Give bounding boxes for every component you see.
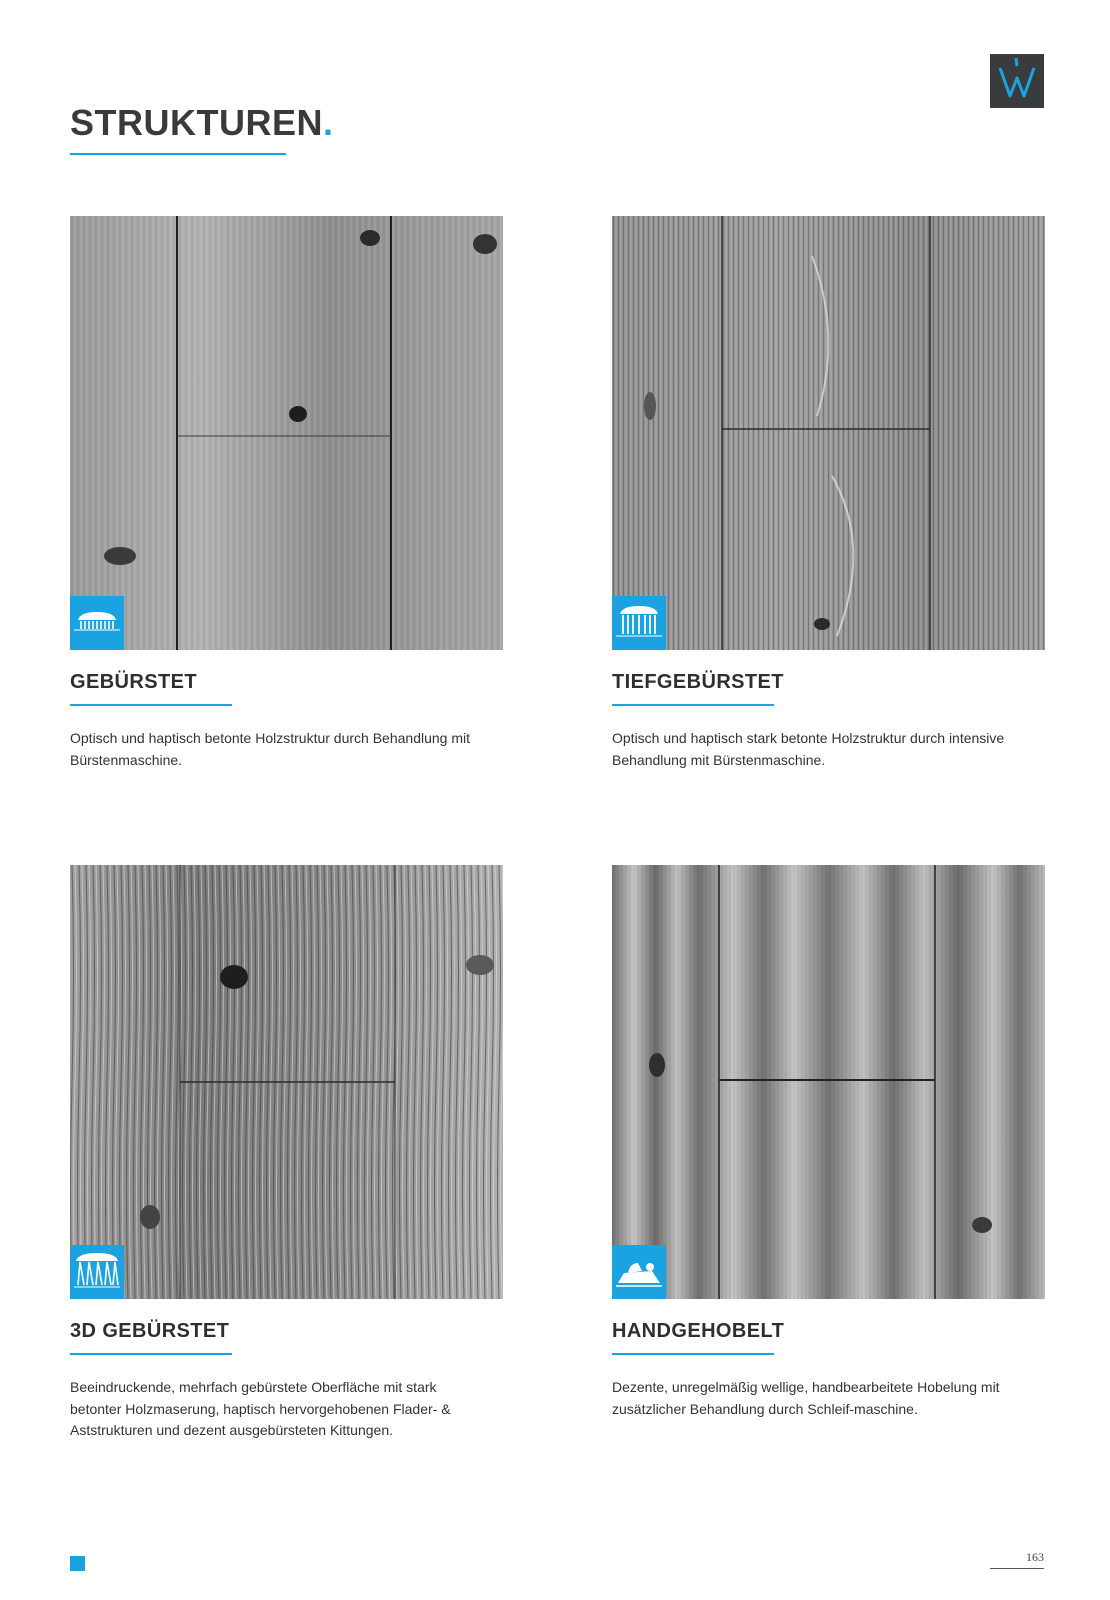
structure-card-tiefgebuerstet <box>612 216 1045 771</box>
card-title: HANDGEHOBELT <box>612 1320 785 1342</box>
hand-plane-icon <box>612 1245 666 1299</box>
card-description: Optisch und haptisch betonte Holzstruktur durch Behandlung mit Bürstenmaschine. <box>70 730 471 768</box>
3d-brush-icon <box>70 1245 124 1299</box>
card-description: Dezente, unregelmäßig wellige, handbearbeitete Hobelung mit zusätzlicher Behandlung durch Schleif-maschine. <box>612 1379 1000 1417</box>
page-number: 163 <box>1026 1550 1044 1564</box>
card-description: Optisch und haptisch stark betonte Holzstruktur durch intensive Behandlung mit Bürstenmaschine. <box>612 730 1005 768</box>
wood-photo <box>70 865 503 1299</box>
brush-icon <box>70 596 124 650</box>
page-number-rule <box>990 1568 1044 1569</box>
structure-card-3d-gebuerstet <box>70 865 503 1442</box>
card-title: 3D GEBÜRSTET <box>70 1320 230 1342</box>
structure-card-gebuerstet <box>70 216 503 771</box>
deep-brush-icon <box>612 596 666 650</box>
brand-logo <box>990 54 1044 108</box>
wood-photo <box>612 865 1045 1299</box>
structure-card-handgehobelt <box>612 865 1045 1420</box>
card-underline <box>612 1353 774 1355</box>
wood-photo <box>70 216 503 650</box>
footer-accent-square <box>70 1556 85 1571</box>
card-underline <box>70 704 232 706</box>
card-title: TIEFGEBÜRSTET <box>612 671 784 693</box>
title-underline <box>70 153 286 155</box>
card-description: Beeindruckende, mehrfach gebürstete Oberfläche mit stark betonter Holzmaserung, haptisch hervorgehobenen Flader- & Aststrukturen und dezent ausgebürsteten Kittungen. <box>70 1379 451 1438</box>
card-underline <box>612 704 774 706</box>
card-title: GEBÜRSTET <box>70 671 197 693</box>
wood-photo <box>612 216 1045 650</box>
page-title: STRUKTUREN. <box>70 102 334 143</box>
card-underline <box>70 1353 232 1355</box>
